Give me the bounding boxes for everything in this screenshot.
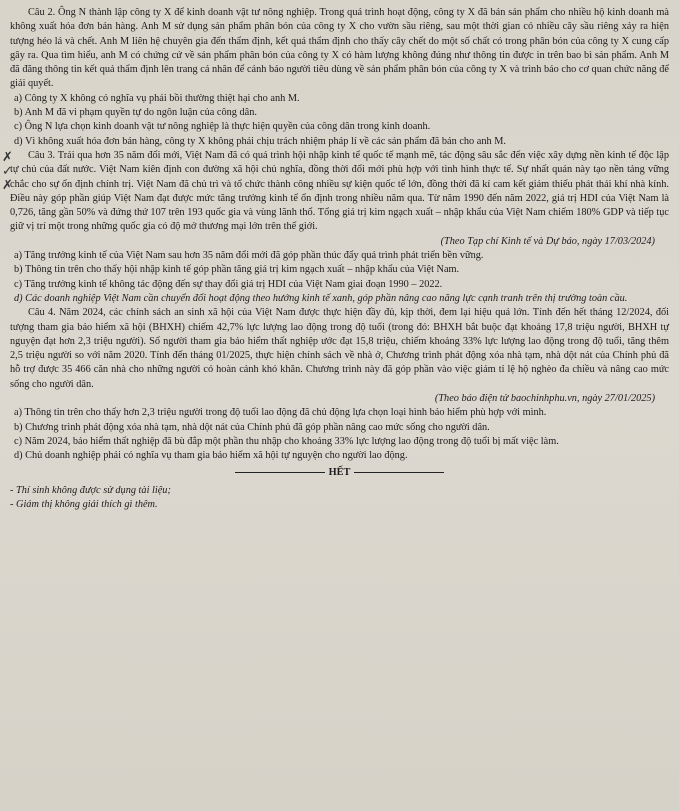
question-3-stem: Câu 3. Trải qua hơn 35 năm đổi mới, Việt Nam đã có quá trình hội nhập kinh tế quốc tế mạnh mẽ, tác động sâu sắc đến việc xây dựng nền kinh tế độc lập tự chủ của đất nước. Việt Nam kiên định con đường xã hội chủ nghĩa, đồng thời đổi mới phù hợp với tình hình thực tế. Sự nhất quán này tạo nền tảng vững chắc cho sự ổn định chính trị. Việt Nam đã chủ trì và tổ chức thành công nhiều sự kiện quốc tế lớn, đồng thời đã kí cam kết giảm thiểu phát thải khí nhà kính. Điều này góp phần giúp Việt Nam đạt được mức tăng trưởng kinh tế ổn định trong nhiều năm qua. Từ năm 1990 đến năm 2022, giá trị HDI của Việt Nam là 0,726, tăng gần 50% và đứng thứ 107 trên 193 quốc gia và vùng lãnh thổ. Tổng giá trị kim ngạch xuất – nhập khẩu của Việt Nam chiếm 180% GDP và tiếp tục giữ vị trí một trong những quốc gia có độ mở thương mại lớn trên thế giới. <box>10 149 669 233</box>
handwritten-check-mark: ✓ <box>2 164 13 179</box>
question-3-option-a: a) Tăng trưởng kinh tế của Việt Nam sau hơn 35 năm đổi mới đã góp phần thúc đẩy quá trình phát triển bền vững. <box>14 250 484 262</box>
note-2: - Giám thị không giải thích gì thêm. <box>10 499 158 511</box>
question-3 <box>10 149 669 306</box>
question-4-source: (Theo báo điện tử baochinhphu.vn, ngày 27/01/2025) <box>434 393 655 405</box>
question-3-option-d: d) Các doanh nghiệp Việt Nam cần chuyển đổi hoạt động theo hướng kinh tế xanh, góp phần nâng cao năng lực cạnh tranh trên thị trường toàn cầu. <box>14 292 628 304</box>
question-3-option-c: c) Tăng trưởng kinh tế không tác động đến sự thay đổi giá trị HDI của Việt Nam giai đoạn 1990 – 2022. <box>14 278 443 290</box>
question-2-option-b: b) Anh M đã vi phạm quyền tự do ngôn luận của công dân. <box>14 107 257 119</box>
note-1: - Thí sinh không được sử dụng tài liệu; <box>10 484 171 496</box>
question-3-option-b: b) Thông tin trên cho thấy hội nhập kinh tế góp phần tăng giá trị kim ngạch xuất – nhập khẩu của Việt Nam. <box>14 264 460 276</box>
question-4-option-b: b) Chương trình phát động xóa nhà tạm, nhà dột nát của Chính phủ đã góp phần nâng cao mức sống cho người dân. <box>14 421 490 433</box>
end-rule-left <box>235 472 325 473</box>
question-4-option-d: d) Chủ doanh nghiệp phải có nghĩa vụ tham gia bảo hiểm xã hội tự nguyện cho người lao động. <box>14 450 408 462</box>
question-2 <box>10 6 669 149</box>
question-4-option-a: a) Thông tin trên cho thấy hơn 2,3 triệu người trong độ tuổi lao động đã chủ động lựa chọn loại hình bảo hiểm phù hợp với mình. <box>14 407 547 419</box>
question-4 <box>10 306 669 463</box>
question-4-stem: Câu 4. Năm 2024, các chính sách an sinh xã hội của Việt Nam được thực hiện đầy đủ, kịp thời, đem lại hiệu quả lớn. Tính đến hết tháng 12/2024, đối tượng tham gia bảo hiểm xã hội (BHXH) chiếm 42,7% lực lượng lao động trong độ tuổi (trong đó: BHXH bắt buộc đạt khoảng 17,8 triệu người, BHXH tự nguyện đạt hơn 2,3 triệu người). Số người tham gia bảo hiểm thất nghiệp ước đạt 15,8 triệu, chiếm khoảng 33% lực lượng lao động trong độ tuổi, tăng thêm 2,5 triệu người so với năm 2020. Tính đến tháng 01/2025, thực hiện chính sách về nhà ở, Chương trình phát động xóa nhà tạm, nhà dột nát của Chính phủ đã hỗ trợ được 35 466 căn nhà cho những người có hoàn cảnh khó khăn. Chương trình này đã góp phần vào việc giảm tỉ lệ hộ nghèo đa chiều và nâng cao mức sống cho người dân. <box>10 307 669 390</box>
exam-notes <box>10 484 669 513</box>
question-2-stem: Câu 2. Ông N thành lập công ty X để kinh doanh vật tư nông nghiệp. Trong quá trình hoạt động, công ty X đã bán sản phẩm cho nhiều hộ kinh doanh mà không xuất hóa đơn bán hàng. Anh M sử dụng sản phẩm phân bón của công ty X cho vườn sầu riêng, sau một thời gian có nhiều cây sầu riêng xảy ra hiện tượng héo lá và chết. Anh M liên hệ chuyên gia đến thẩm định, kết quả thẩm định cho thấy cây chết do một số chất có trong phân bón của công ty X cung cấp gây ra. Qua tìm hiểu, anh M có chứng cứ về sản phẩm phân bón của công ty X có hàm lượng không đúng như thông tin được in trên bao bì sản phẩm. Anh M đã đăng thông tin kết quả thẩm định lên trang cá nhân để cảnh báo người tiêu dùng về sản phẩm phân bón của công ty X và trình báo cho cơ quan chức năng để giải quyết. <box>10 7 669 90</box>
handwritten-cross-mark-2: ✗ <box>2 178 13 193</box>
question-2-option-a: a) Công ty X không có nghĩa vụ phải bồi thường thiệt hại cho anh M. <box>14 92 300 104</box>
question-3-source: (Theo Tạp chí Kinh tế và Dự báo, ngày 17/03/2024) <box>440 235 655 247</box>
handwritten-cross-mark: ✗ <box>2 150 13 165</box>
end-marker <box>10 466 669 480</box>
end-label: HẾT <box>328 466 351 478</box>
end-rule-right <box>354 472 444 473</box>
question-2-option-c: c) Ông N lựa chọn kinh doanh vật tư nông nghiệp là thực hiện quyền của công dân trong kinh doanh. <box>14 121 431 133</box>
question-2-option-d: d) Vì không xuất hóa đơn bán hàng, công ty X không phải chịu trách nhiệm pháp lí về các sản phẩm đã bán cho anh M. <box>14 135 506 147</box>
question-4-option-c: c) Năm 2024, bảo hiểm thất nghiệp đã bù đắp một phần thu nhập cho khoảng 33% lực lượng lao động trong độ tuổi bị mất việc làm. <box>14 435 559 447</box>
